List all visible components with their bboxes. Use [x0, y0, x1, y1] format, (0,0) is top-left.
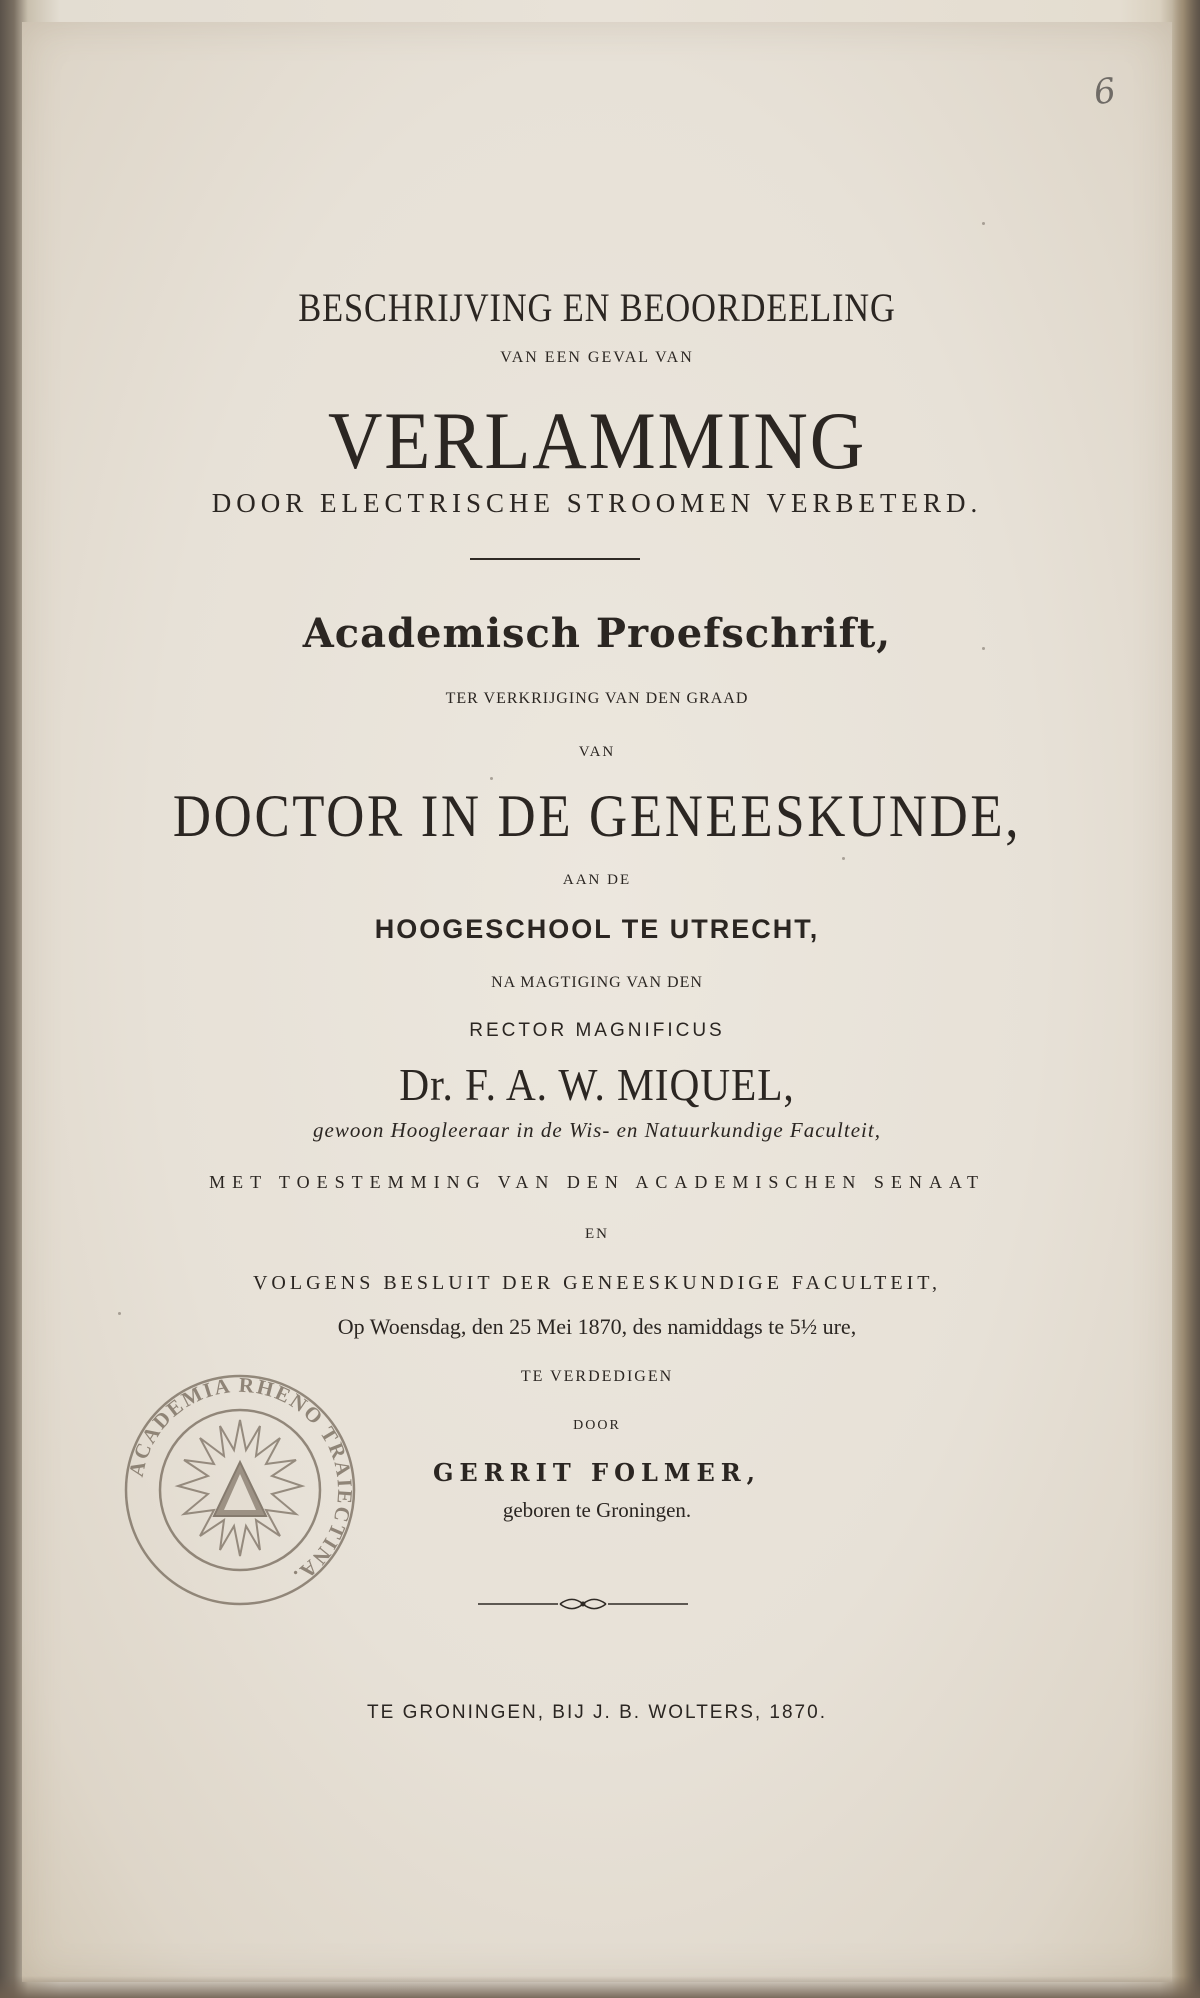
paper-speck — [982, 222, 985, 225]
thesis-line-5: MET TOESTEMMING VAN DEN ACADEMISCHEN SENAAT — [209, 1172, 985, 1192]
thesis-line-3: AAN DE — [562, 872, 632, 888]
main-title: VERLAMMING — [327, 395, 867, 486]
divider-rule — [470, 558, 640, 560]
rector-position: gewoon Hoogleeraar in de Wis- en Natuurkundige Faculteit, — [313, 1118, 881, 1142]
page-edge-bottom — [0, 1976, 1200, 1998]
stamp-text: ACADEMIA RHENO TRAIECTINA. — [123, 1372, 358, 1590]
page-edge-right — [1172, 0, 1200, 1998]
university-seal-stamp — [120, 1370, 360, 1610]
paper-speck — [842, 857, 845, 860]
degree: DOCTOR IN DE GENEESKUNDE, — [172, 783, 1022, 849]
ornamental-divider — [478, 1596, 688, 1612]
institution: HOOGESCHOOL TE UTRECHT, — [374, 914, 820, 944]
triangle-eye-icon — [214, 1462, 266, 1516]
thesis-line-2: VAN — [578, 744, 616, 760]
thesis-line-4: NA MAGTIGING VAN DEN — [491, 974, 703, 991]
title-line-1: BESCHRIJVING EN BEOORDEELING — [298, 285, 896, 330]
thesis-line-6: EN — [585, 1226, 609, 1242]
thesis-line-8: TE VERDEDIGEN — [520, 1368, 674, 1385]
author-birthplace: geboren te Groningen. — [502, 1498, 692, 1522]
author-name: GERRIT FOLMER, — [432, 1458, 762, 1487]
thesis-heading: Academisch Proefschrift, — [302, 610, 892, 657]
defense-date: Op Woensdag, den 25 Mei 1870, des namiddags te 5½ ure, — [337, 1314, 857, 1339]
thesis-line-7: VOLGENS BESLUIT DER GENEESKUNDIGE FACULTEIT, — [252, 1272, 941, 1294]
paper-speck — [490, 777, 493, 780]
title-line-2: VAN EEN GEVAL VAN — [500, 349, 694, 366]
subtitle: DOOR ELECTRISCHE STROOMEN VERBETERD. — [211, 488, 983, 518]
paper-speck — [982, 647, 985, 650]
folio-number: 6 — [1091, 70, 1119, 114]
thesis-line-9: DOOR — [573, 1418, 621, 1433]
paper-speck — [118, 1312, 121, 1315]
rector-title: RECTOR MAGNIFICUS — [469, 1020, 725, 1041]
thesis-line-1: TER VERKRIJGING VAN DEN GRAAD — [445, 690, 749, 707]
rector-name: Dr. F. A. W. MIQUEL, — [399, 1059, 795, 1110]
title-page — [22, 22, 1172, 1982]
imprint: TE GRONINGEN, BIJ J. B. WOLTERS, 1870. — [367, 1702, 827, 1723]
